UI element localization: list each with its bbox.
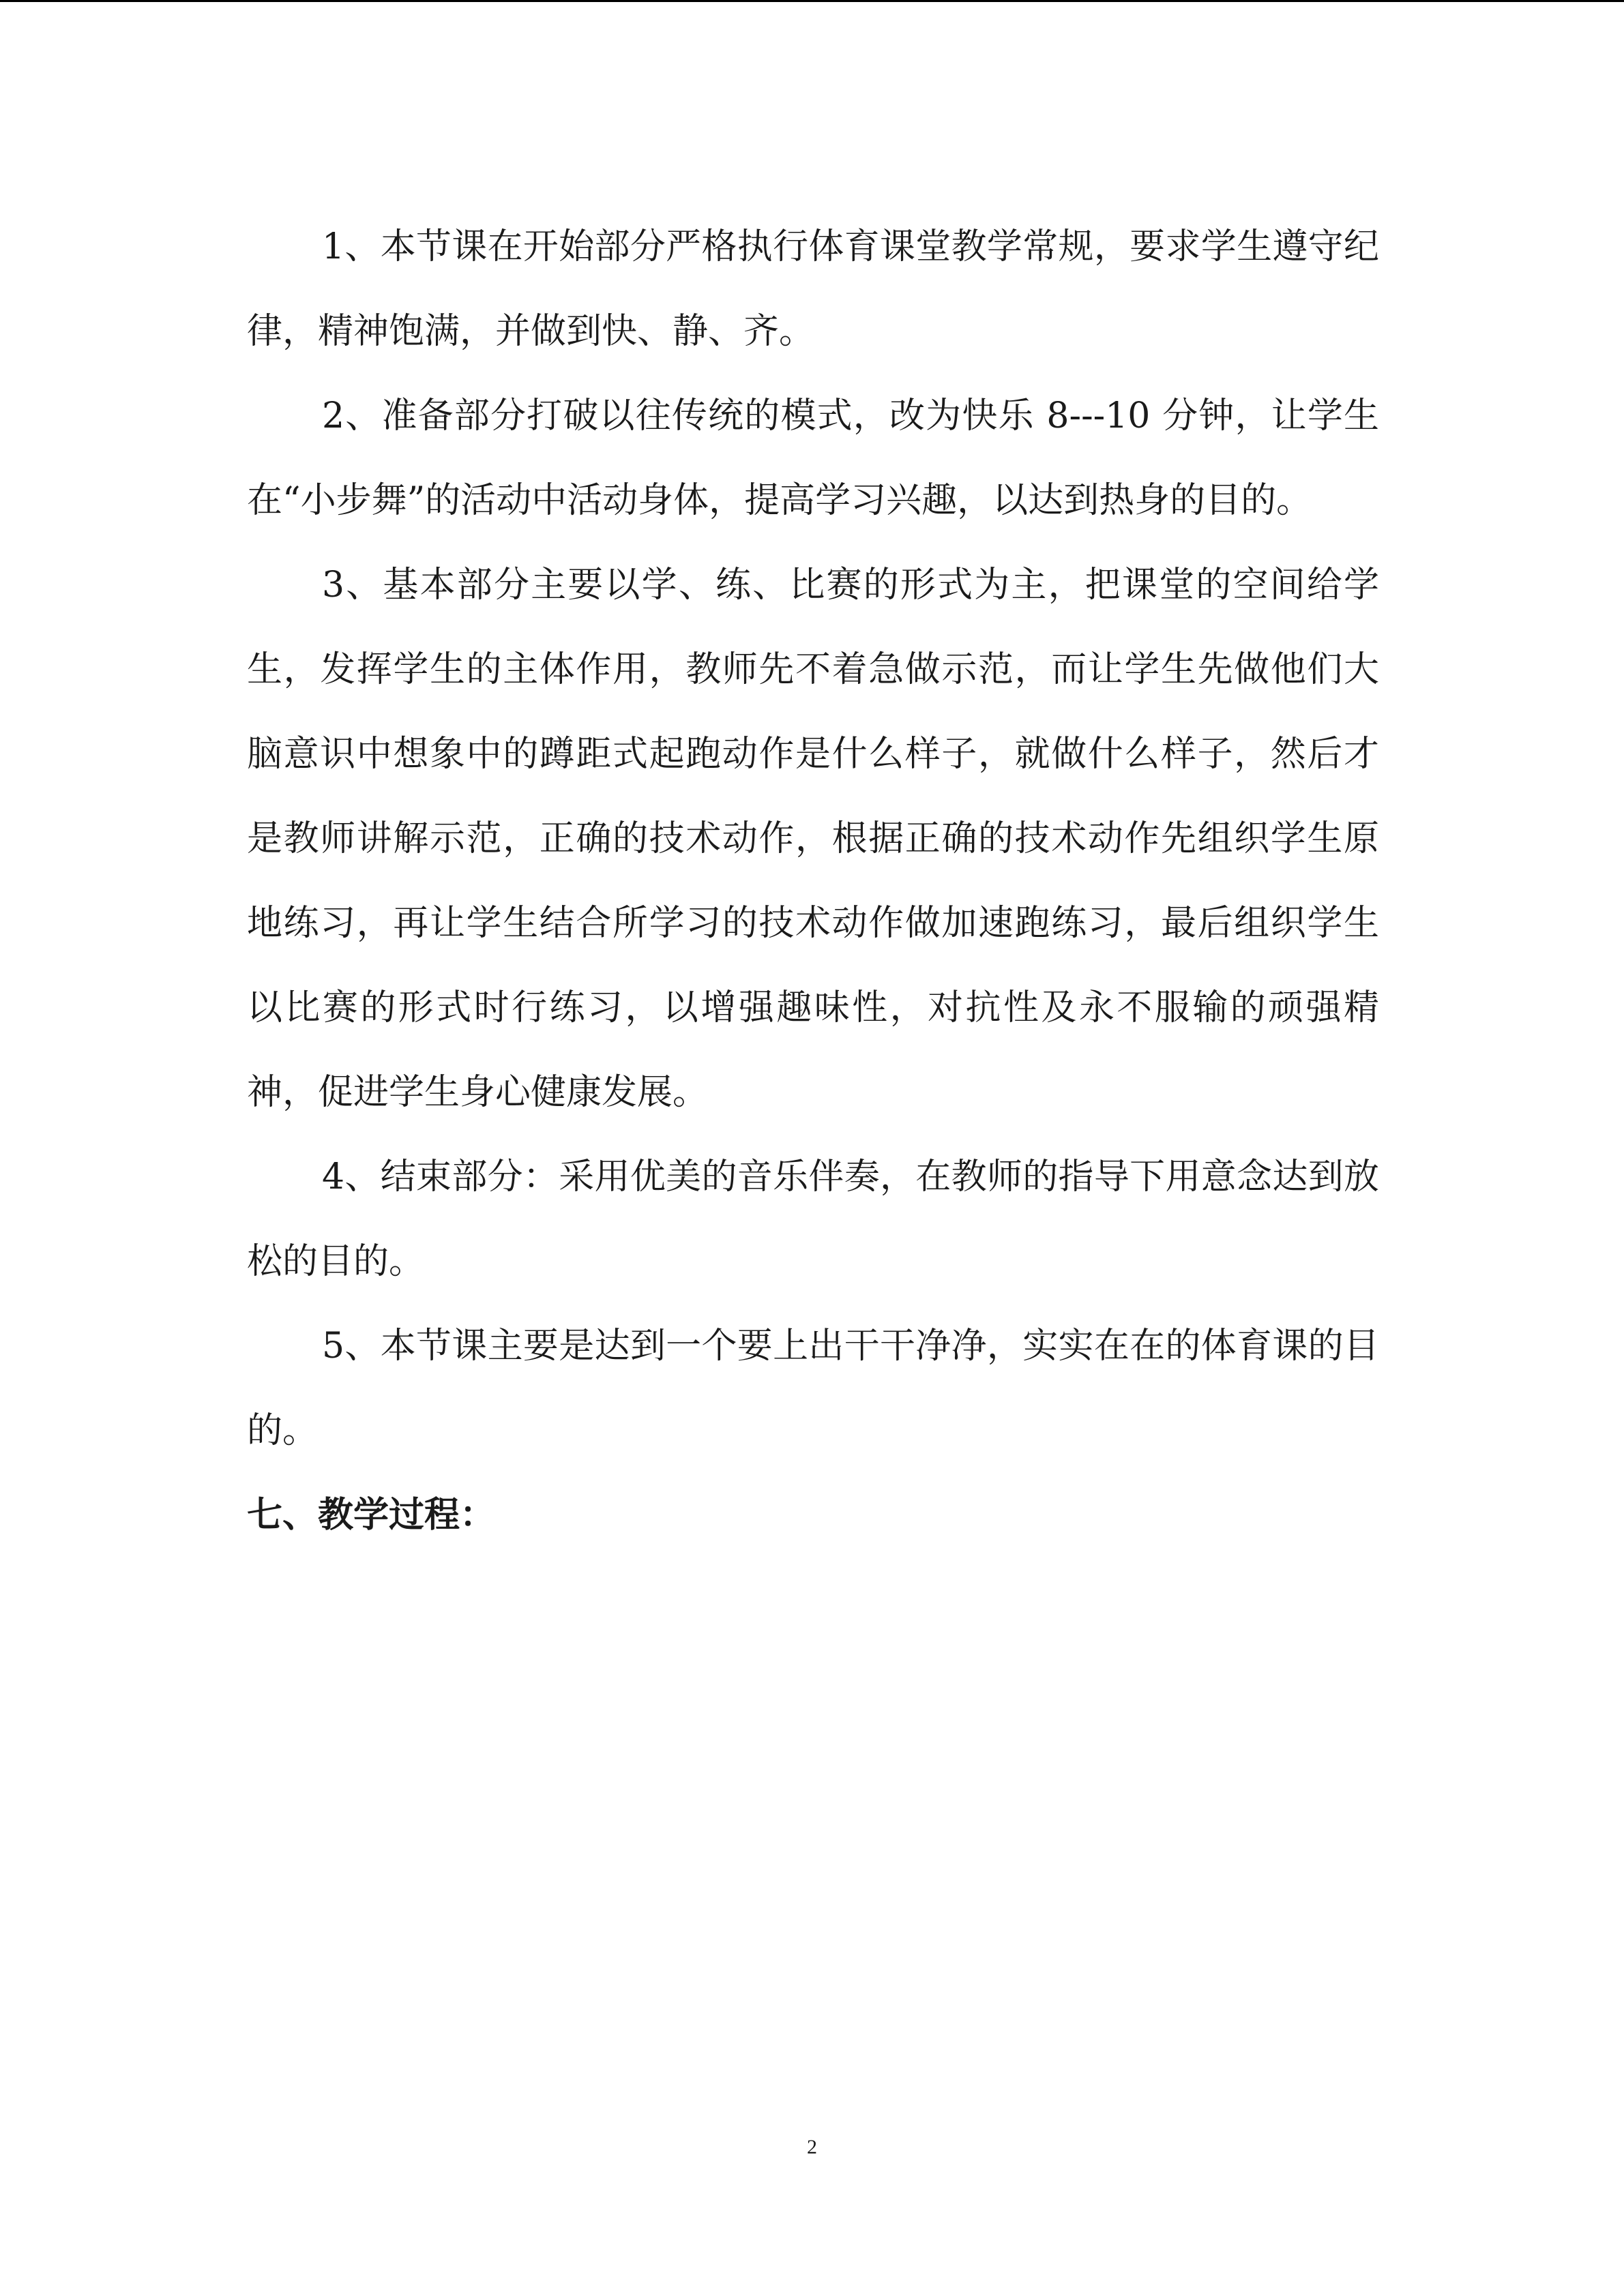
paragraph-5: 5、本节课主要是达到一个要上出干干净净，实实在在的体育课的目的。 (247, 1326, 1379, 1451)
page-number: 2 (807, 2136, 817, 2158)
paragraph-1: 1、本节课在开始部分严格执行体育课堂教学常规，要求学生遵守纪律，精神饱满，并做到快、静、齐。 (247, 226, 1379, 352)
page-top-border (0, 0, 1624, 2)
paragraph-2: 2、准备部分打破以往传统的模式，改为快乐 8---10 分钟，让学生在“小步舞”的活动中活动身体，提高学习兴趣，以达到热身的目的。 (247, 396, 1379, 521)
paragraph-4: 4、结束部分：采用优美的音乐伴奏，在教师的指导下用意念达到放松的目的。 (247, 1157, 1379, 1282)
paragraph-3: 3、基本部分主要以学、练、比赛的形式为主，把课堂的空间给学生，发挥学生的主体作用，教师先不着急做示范，而让学生先做他们大脑意识中想象中的蹲距式起跑动作是什么样子，就做什么样子，然后才是教师讲解示范，正确的技术动作，根据正确的技术动作先组织学生原地练习，再让学生结合所学习的技术动作做加速跑练习，最后组织学生以比赛的形式时行练习，以增强趣味性，对抗性及永不服输的顽强精神，促进学生身心健康发展。 (247, 565, 1379, 1113)
section-heading: 七、教学过程： (247, 1494, 496, 1536)
document-body (247, 205, 1379, 1557)
